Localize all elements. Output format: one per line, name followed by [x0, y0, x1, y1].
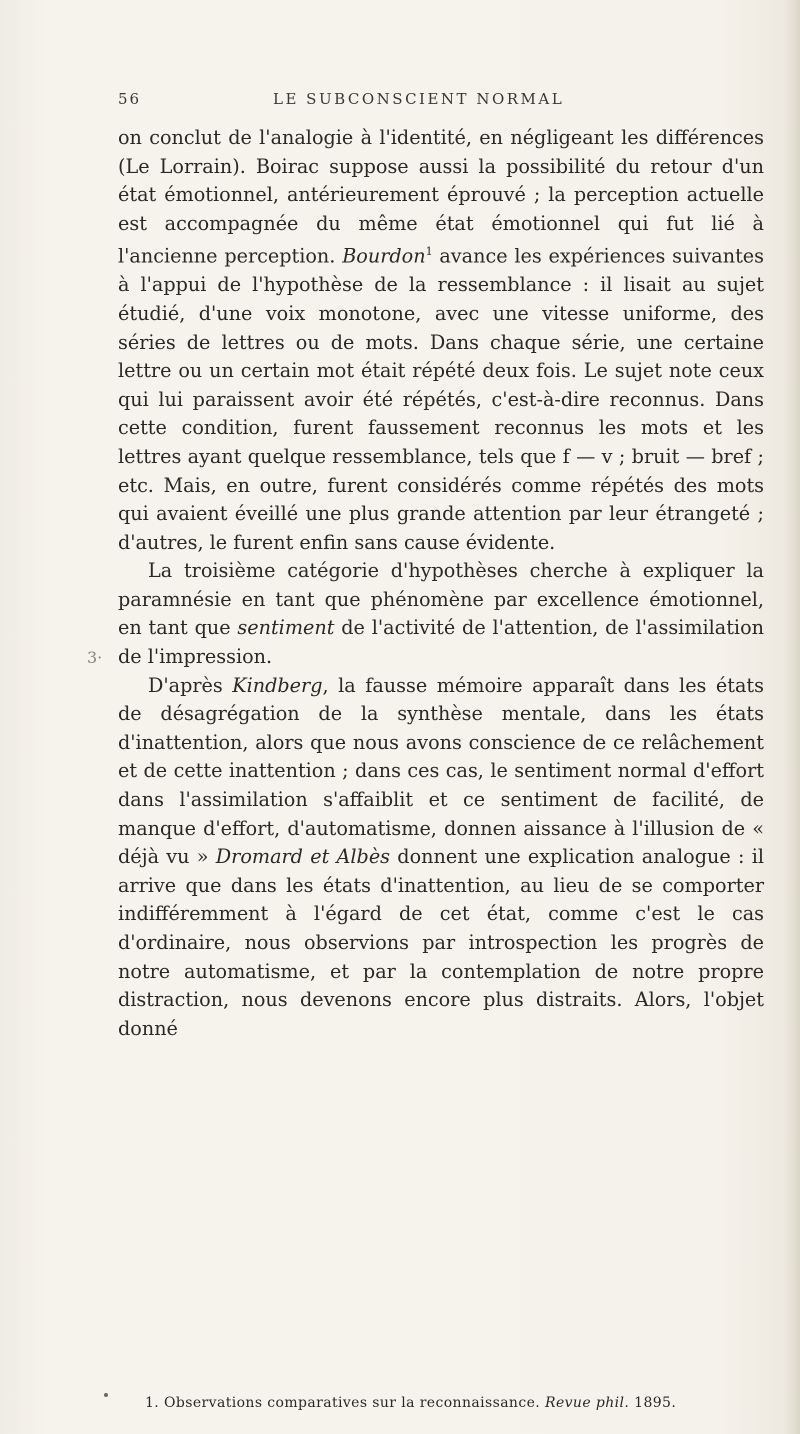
paragraph-1-text-a: on conclut de l'analogie à l'identité, en négligeant les différences (Le Lorrain). Boirac suppose aussi la possibilité du retour d'un état émotionnel, antérieurement éprouvé ; la perception actuelle est accompagnée du même état émotionnel qui fut lié à l'ancienne perception. — [118, 126, 764, 268]
paragraph-3-text-b: , la fausse mémoire apparaît dans les états de désagrégation de la synthèse mentale, dans les états d'inattention, alors que nous avons conscience de ce relâchement et de cette inattention ; dans ces cas, le sentiment normal d'effort dans l'assimilation s'affaiblit et ce sentiment de facilité, de manque d'effort, d'automatisme, donnen aissance à l'illusion de « déjà vu » — [118, 673, 764, 869]
ink-dot — [104, 1393, 108, 1397]
footnote-reference: 1 — [425, 245, 433, 259]
paragraph-2-text-a: La troisième catégorie d'hypothèses cherche à expliquer la paramnésie en tant que phénomène par excellence émotionnel, en tant que — [118, 559, 764, 640]
paragraph-2 — [118, 557, 764, 671]
footnote-number: 1. — [145, 1395, 160, 1411]
body-text — [118, 124, 764, 1043]
emphasis-sentiment: sentiment — [237, 616, 335, 640]
margin-annotation: 3· — [87, 648, 103, 667]
paragraph-1-text-b: avance les expériences suivantes à l'appui de l'hypothèse de la ressemblance : il lisait au sujet étudié, d'une voix monotone, avec une vitesse uniforme, des séries de lettres ou de mots. Dans chaque série, une certaine lettre ou un certain mot était répété deux fois. Le sujet note ceux qui lui paraissent avoir été répétés, c'est-à-dire reconnus. Dans cette condition, furent faussement reconnus les mots et les lettres ayant quelque ressemblance, tels que f — v ; bruit — bref ; etc. Mais, en outre, furent considérés comme répétés des mots qui avaient éveillé une plus grande attention par leur étrangeté ; d'autres, le furent enfin sans cause évidente. — [118, 244, 764, 554]
footnote-source: Revue phil. — [545, 1395, 630, 1411]
paragraph-2-text-b: de l'activité de l'attention, de l'assimilation de l'impression. — [118, 616, 764, 669]
page-edge-shadow — [784, 0, 800, 1434]
author-dromard-albes: Dromard et Albès — [215, 845, 391, 869]
author-kindberg: Kindberg — [232, 673, 323, 697]
paragraph-3 — [118, 672, 764, 1044]
page-number: 56 — [118, 90, 142, 108]
footnote-text: Observations comparatives sur la reconnaissance. — [164, 1395, 541, 1411]
running-title: LE SUBCONSCIENT NORMAL — [273, 90, 565, 108]
footnote — [145, 1395, 765, 1411]
author-bourdon: Bourdon — [342, 244, 426, 268]
paragraph-3-text-c: donnent une explication analogue : il arrive que dans les états d'inattention, au lieu de se comporter indifféremment à l'égard de cet état, comme c'est le cas d'ordinaire, nous observions par introspection les progrès de notre automatisme, et par la contemplation de notre propre distraction, nous devenons encore plus distraits. Alors, l'objet donné — [118, 845, 764, 1040]
page-header — [118, 90, 763, 114]
paragraph-1 — [118, 124, 764, 557]
paragraph-3-text-a: D'après — [148, 673, 233, 697]
footnote-year: 1895. — [634, 1395, 677, 1411]
